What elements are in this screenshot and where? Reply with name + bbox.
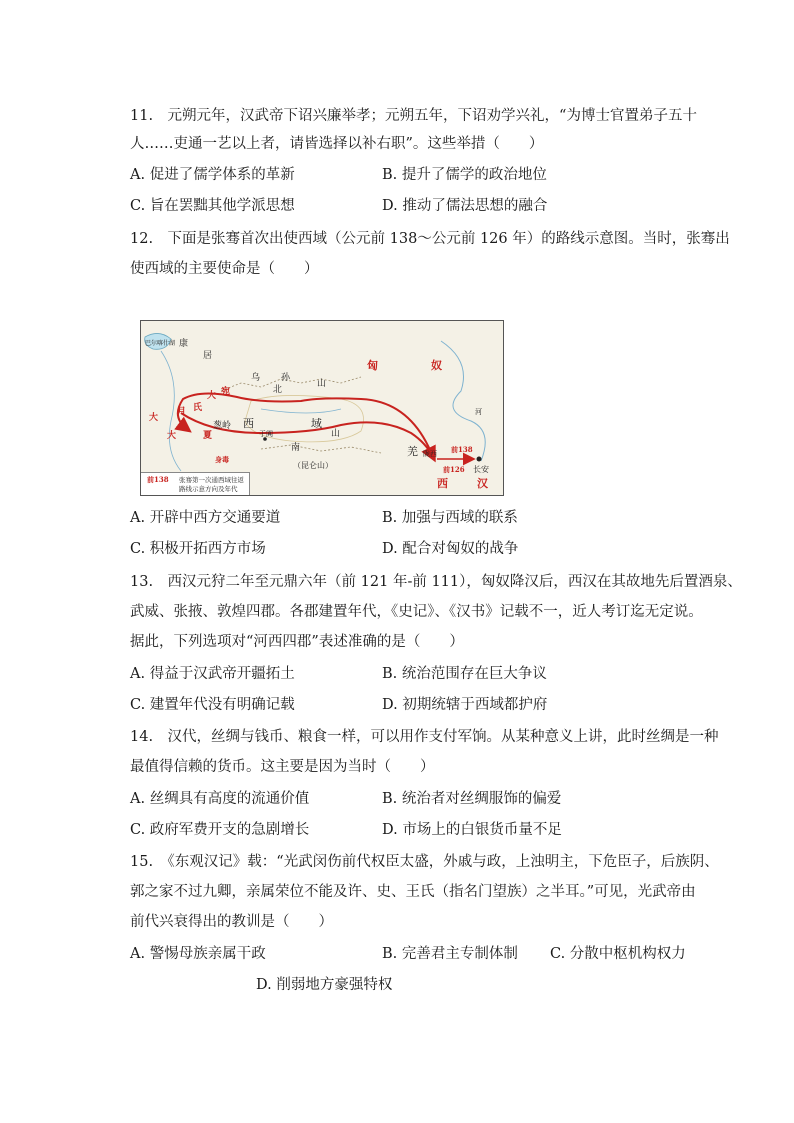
q13-stem-line3: 据此，下列选项对“河西四郡”表述准确的是（ ）: [130, 634, 464, 650]
q14-stem-line2: 最值得信赖的货币。这主要是因为当时（ ）: [130, 759, 435, 775]
label-changan: 长安: [473, 465, 489, 474]
q12-stem-line1: 12. 下面是张骞首次出使西域（公元前 138～公元前 126 年）的路线示意图。当时，张骞出: [130, 231, 730, 247]
q13-option-c[interactable]: C. 建置年代没有明确记载: [130, 697, 295, 713]
q15-stem-line2: 郭之家不过九卿，亲属荣位不能及许、史、王氏（指名门望族）之半耳。”可见，光武帝由: [130, 884, 696, 900]
label-yu: 域: [311, 417, 322, 430]
river-tarim: [261, 409, 341, 413]
q15-stem-line3: 前代兴衰得出的教训是（ ）: [130, 914, 333, 930]
label-balkhash: 巴尔喀什湖: [145, 340, 176, 347]
kunlun-range: [261, 445, 381, 453]
q12-option-d[interactable]: D. 配合对匈奴的战争: [382, 541, 519, 557]
river-yellow: [441, 341, 485, 461]
label-dayue-2: 月: [177, 407, 187, 417]
q12-option-a[interactable]: A. 开辟中西方交通要道: [130, 510, 281, 526]
label-dayue-3: 氏: [193, 403, 203, 413]
label-river-huang: 河: [475, 408, 482, 416]
q11-stem-line2: 人……吏通一艺以上者，请皆选择以补右职”。这些举措（ ）: [130, 136, 544, 152]
label-shendu: 身毒: [215, 455, 229, 464]
label-xiongnu-1: 匈: [367, 359, 378, 372]
label-xihan-1: 西: [437, 477, 448, 490]
q13-stem-line2: 武威、张掖、敦煌四郡。各郡建置年代，《史记》、《汉书》记载不一，近人考订迄无定说。: [130, 604, 703, 620]
label-dawan-2: 宛: [221, 387, 231, 397]
label-daxia-1: 大: [167, 431, 177, 441]
q15-option-a[interactable]: A. 警惕母族亲属干政: [130, 946, 266, 962]
q13-option-b[interactable]: B. 统治范围存在巨大争议: [382, 666, 547, 682]
q13-stem-line1: 13. 西汉元狩二年至元鼎六年（前 121 年-前 111），匈奴降汉后，西汉在其故地先后置酒泉、: [130, 574, 742, 590]
q14-option-c[interactable]: C. 政府军费开支的急剧增长: [130, 822, 310, 838]
label-kangju-2: 居: [203, 351, 213, 361]
changan-dot: [477, 457, 482, 462]
label-yutian: 于阗: [259, 430, 273, 438]
label-xiongnu-2: 奴: [431, 359, 442, 372]
q12-stem-line2: 使西域的主要使命是（ ）: [130, 261, 319, 277]
q11-option-c[interactable]: C. 旨在罢黜其他学派思想: [130, 198, 295, 214]
legend-arrow-label: 前138: [147, 475, 169, 484]
label-shan-north: 山: [317, 379, 327, 389]
q13-option-d[interactable]: D. 初期统辖于西域都护府: [382, 697, 548, 713]
q14-option-d[interactable]: D. 市场上的白银货币量不足: [382, 822, 562, 838]
map-legend: [141, 472, 250, 495]
label-nan: 南: [291, 443, 301, 453]
q14-option-b[interactable]: B. 统治者对丝绸服饰的偏爱: [382, 791, 562, 807]
legend-text-2: 路线示意方向及年代: [179, 485, 238, 493]
label-congling: 葱岭: [213, 421, 232, 431]
q14-stem-line1: 14. 汉代，丝绸与钱币、粮食一样，可以用作支付军饷。从某种意义上讲，此时丝绸是一种: [130, 729, 719, 745]
label-wusun-1: 乌: [251, 373, 261, 383]
q15-option-d[interactable]: D. 削弱地方豪强特权: [256, 977, 393, 993]
label-qian138: 前138: [451, 445, 473, 454]
label-wusun-2: 孙: [281, 373, 291, 383]
q13-option-a[interactable]: A. 得益于汉武帝开疆拓土: [130, 666, 295, 682]
label-xihan-2: 汉: [477, 477, 488, 490]
q11-option-d[interactable]: D. 推动了儒法思想的融合: [382, 198, 548, 214]
label-dayue-1: 大: [149, 413, 159, 423]
q15-option-b[interactable]: B. 完善君主专制体制: [382, 946, 518, 962]
q11-option-a[interactable]: A. 促进了儒学体系的革新: [130, 167, 295, 183]
label-daxia-2: 夏: [203, 431, 213, 441]
q15-stem-line1: 15. 《东观汉记》载：“光武闵伤前代权臣太盛，外戚与政，上浊明主，下危臣子，后族阴、: [130, 854, 719, 870]
label-qian126: 前126: [443, 465, 465, 474]
zhang-qian-route-map: [140, 320, 504, 496]
label-dawan-1: 大: [207, 391, 217, 401]
label-kunlun: （昆仑山）: [293, 461, 333, 470]
q12-option-c[interactable]: C. 积极开拓西方市场: [130, 541, 266, 557]
label-kangju-1: 康: [179, 339, 189, 349]
q14-option-a[interactable]: A. 丝绸具有高度的流通价值: [130, 791, 310, 807]
tianshan-range: [221, 377, 361, 391]
label-shan-south: 山: [331, 429, 341, 439]
q11-stem-line1: 11. 元朔元年，汉武帝下诏兴廉举孝；元朔五年，下诏劝学兴礼，“为博士官置弟子五十: [130, 108, 697, 124]
label-bei: 北: [273, 385, 283, 395]
q11-option-b[interactable]: B. 提升了儒学的政治地位: [382, 167, 547, 183]
label-longxi: 陇西: [423, 450, 437, 458]
q15-option-c[interactable]: C. 分散中枢机构权力: [550, 946, 686, 962]
label-qiang: 羌: [407, 445, 418, 458]
legend-text-1: 张骞第一次通西域往返: [179, 476, 244, 484]
label-xi: 西: [243, 417, 254, 430]
route-return: [181, 413, 433, 457]
q12-option-b[interactable]: B. 加强与西域的联系: [382, 510, 518, 526]
